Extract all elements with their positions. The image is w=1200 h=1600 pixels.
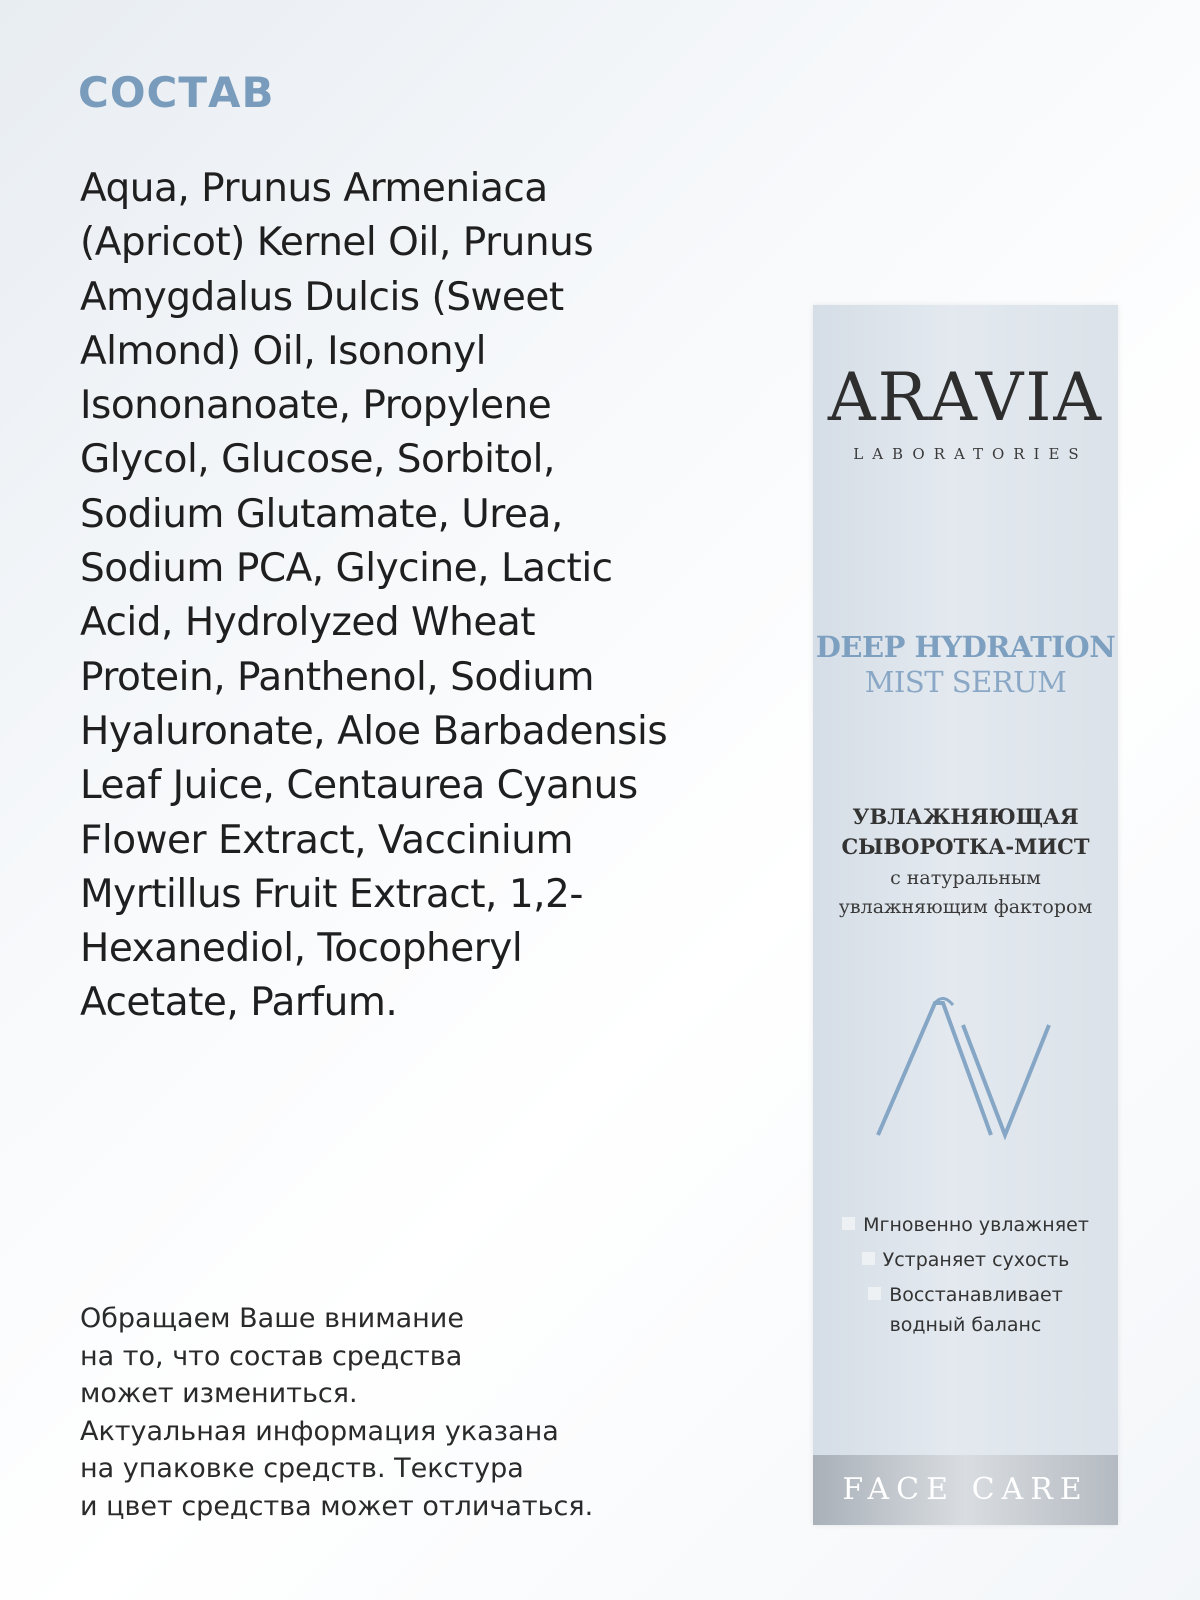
product-name-line1: DEEP HYDRATION [815, 630, 1116, 664]
notice-line: Актуальная информация указана [80, 1415, 559, 1447]
benefit-label: Мгновенно увлажняет [863, 1214, 1089, 1236]
notice-text [80, 1300, 640, 1525]
av-monogram-icon [873, 995, 1053, 1145]
product-ru-subtitle [813, 864, 1118, 922]
ru-title-line2: СЫВОРОТКА-МИСТ [841, 834, 1090, 859]
product-ru-title [813, 802, 1118, 862]
ru-title-line1: УВЛАЖНЯЮЩАЯ [852, 804, 1079, 829]
bullet-square-icon [842, 1217, 855, 1230]
notice-line: Обращаем Ваше внимание [80, 1303, 464, 1334]
benefit-item [813, 1210, 1118, 1240]
benefit-label: Устраняет сухость [882, 1249, 1070, 1271]
ru-sub-line2: увлажняющим фактором [838, 896, 1093, 918]
product-box [813, 305, 1118, 1525]
ru-sub-line1: с натуральным [890, 867, 1041, 889]
section-heading: СОСТАВ [78, 68, 275, 117]
ingredients-text: Aqua, Prunus Armeniaca (Apricot) Kernel Oil, Prunus Amygdalus Dulcis (Sweet Almond) Oil, Isononyl Isononanoate, Propylene Glycol, Glucose, Sorbitol, Sodium Glutamate, Urea, Sodium PCA, Glycine, Lactic Acid, Hydrolyzed Wheat Protein, Panthenol, Sodium Hyaluronate, Aloe Barbadensis Leaf Juice, Centaurea Cyanus Flower Extract, Vaccinium Myrtillus Fruit Extract, 1,2-Hexanediol, Tocopheryl Acetate, Parfum. [80, 166, 668, 1026]
benefit-item [813, 1280, 1118, 1340]
face-care-band: FACE CARE [813, 1455, 1118, 1525]
product-name-line2: MIST SERUM [864, 665, 1067, 699]
bullet-square-icon [862, 1252, 875, 1265]
bullet-square-icon [868, 1287, 881, 1300]
benefit-label-continued: водный баланс [889, 1314, 1042, 1336]
brand-logo: ARAVIA [827, 359, 1104, 436]
notice-line: и цвет средства может отличаться. [80, 1490, 594, 1522]
notice-line: на то, что состав средства [80, 1340, 463, 1372]
benefit-label: Восстанавливает [889, 1284, 1063, 1306]
brand-subtitle: LABORATORIES [853, 445, 1088, 463]
notice-line: может измениться. [80, 1378, 358, 1409]
benefits-list [813, 1210, 1118, 1345]
benefit-item [813, 1245, 1118, 1275]
notice-line: на упаковке средств. Текстура [80, 1453, 524, 1484]
